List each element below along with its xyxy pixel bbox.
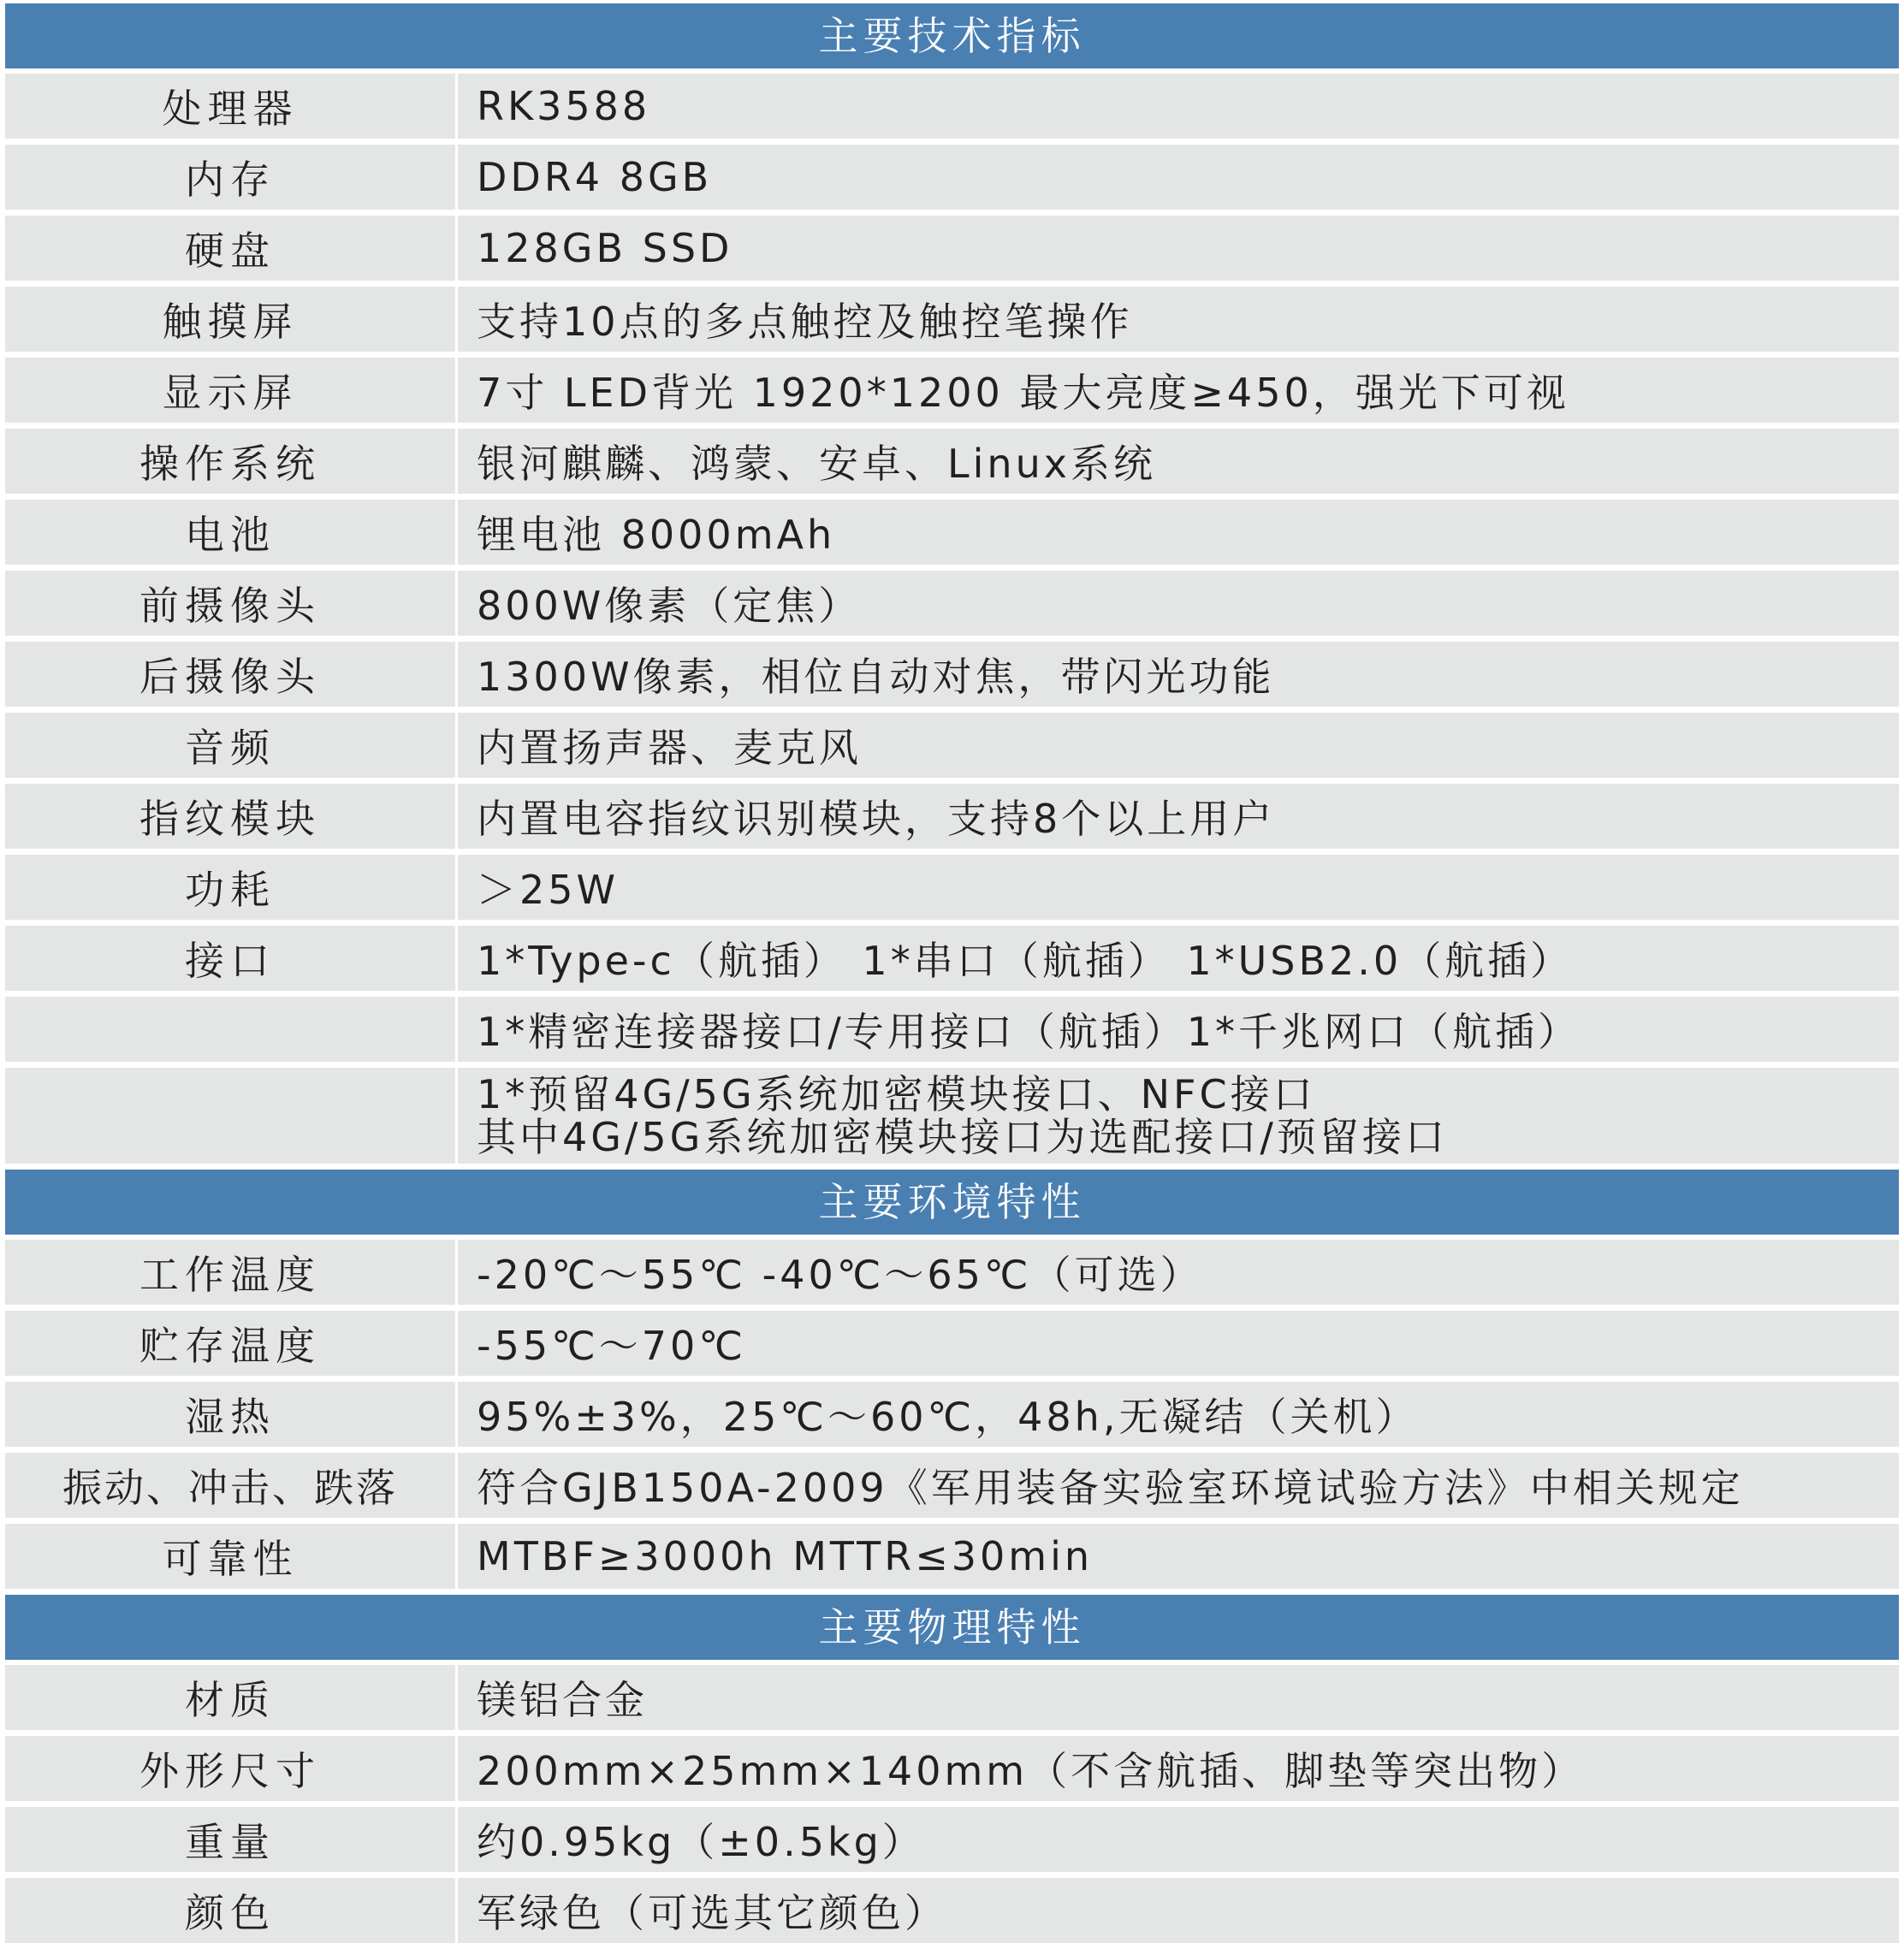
- row-value: 95%±3%，25℃～60℃，48h,无凝结（关机）: [458, 1382, 1899, 1447]
- row-value: -20℃～55℃ -40℃～65℃（可选）: [458, 1240, 1899, 1305]
- section-header-environment: 主要环境特性: [5, 1170, 1899, 1235]
- row-label: 前摄像头: [5, 571, 455, 636]
- row-label: 显示屏: [5, 358, 455, 423]
- section-header-technical: 主要技术指标: [5, 3, 1899, 68]
- row-label: 重量: [5, 1807, 455, 1872]
- section-header-physical: 主要物理特性: [5, 1595, 1899, 1660]
- row-value: 内置电容指纹识别模块，支持8个以上用户: [458, 784, 1899, 849]
- row-label: [5, 997, 455, 1062]
- row-value: 7寸 LED背光 1920*1200 最大亮度≥450，强光下可视: [458, 358, 1899, 423]
- row-value: 800W像素（定焦）: [458, 571, 1899, 636]
- row-value: RK3588: [458, 74, 1899, 139]
- row-value: 128GB SSD: [458, 216, 1899, 281]
- row-label: 外形尺寸: [5, 1736, 455, 1801]
- row-label: 材质: [5, 1665, 455, 1730]
- row-value: 银河麒麟、鸿蒙、安卓、Linux系统: [458, 429, 1899, 494]
- row-label: 硬盘: [5, 216, 455, 281]
- row-value-line-1: 1*预留4G/5G系统加密模块接口、NFC接口: [477, 1071, 1316, 1117]
- row-label: 贮存温度: [5, 1311, 455, 1376]
- row-label: 电池: [5, 500, 455, 565]
- row-value: 200mm×25mm×140mm（不含航插、脚垫等突出物）: [458, 1736, 1899, 1801]
- row-value: ＞25W: [458, 855, 1899, 920]
- row-value: 军绿色（可选其它颜色）: [458, 1878, 1899, 1943]
- row-value: MTBF≥3000h MTTR≤30min: [458, 1524, 1899, 1589]
- row-value: 内置扬声器、麦克风: [458, 713, 1899, 778]
- row-value-line-2: 其中4G/5G系统加密模块接口为选配接口/预留接口: [477, 1114, 1448, 1160]
- row-label: 功耗: [5, 855, 455, 920]
- row-label: 湿热: [5, 1382, 455, 1447]
- row-label: 处理器: [5, 74, 455, 139]
- row-value: 锂电池 8000mAh: [458, 500, 1899, 565]
- row-value: [458, 1068, 1899, 1164]
- row-value: 1*精密连接器接口/专用接口（航插）1*千兆网口（航插）: [458, 997, 1899, 1062]
- row-label: 音频: [5, 713, 455, 778]
- spec-table: [5, 3, 1899, 1949]
- row-value: 1*Type-c（航插） 1*串口（航插） 1*USB2.0（航插）: [458, 926, 1899, 991]
- row-value: 支持10点的多点触控及触控笔操作: [458, 287, 1899, 352]
- row-label: 指纹模块: [5, 784, 455, 849]
- row-value-lines: [477, 1073, 1448, 1158]
- row-label: 后摄像头: [5, 642, 455, 707]
- row-label: 内存: [5, 145, 455, 210]
- row-label: 工作温度: [5, 1240, 455, 1305]
- row-label: 触摸屏: [5, 287, 455, 352]
- row-value: -55℃～70℃: [458, 1311, 1899, 1376]
- row-value: DDR4 8GB: [458, 145, 1899, 210]
- row-value: 符合GJB150A-2009《军用装备实验室环境试验方法》中相关规定: [458, 1453, 1899, 1518]
- row-label: 可靠性: [5, 1524, 455, 1589]
- row-value: 镁铝合金: [458, 1665, 1899, 1730]
- row-value: 约0.95kg（±0.5kg）: [458, 1807, 1899, 1872]
- row-label: [5, 1068, 455, 1164]
- row-value: 1300W像素，相位自动对焦，带闪光功能: [458, 642, 1899, 707]
- row-label: 操作系统: [5, 429, 455, 494]
- row-label: 颜色: [5, 1878, 455, 1943]
- row-label: 接口: [5, 926, 455, 991]
- row-label: 振动、冲击、跌落: [5, 1453, 455, 1518]
